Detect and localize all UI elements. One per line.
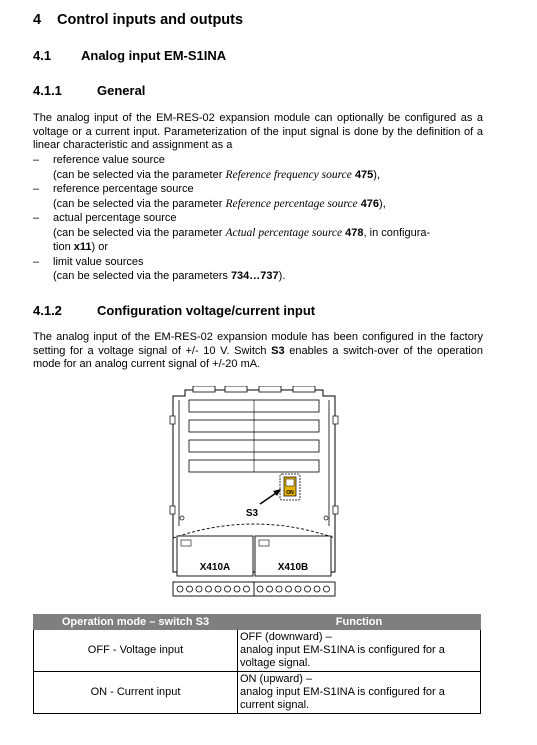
subsection-title: General [97,83,146,98]
list-item-title: actual percentage source [53,212,177,224]
config-paragraph: The analog input of the EM-RES-02 expansion module has been configured in the factory setting for a voltage signal of +/- 10 V. Switch S3 enables a switch-over of the operation mode for an analog current signal of +/-20 mA. [33,331,483,370]
table-header-function: Function [238,615,481,630]
list-item: – reference percentage source (can be selected via the parameter Reference percentage source 476), [33,182,483,211]
terminal-screw [324,586,330,592]
table-cell-mode: OFF - Voltage input [34,630,238,672]
switch-name: S3 [271,344,285,357]
chapter-heading [33,12,243,28]
table-header-mode: Operation mode – switch S3 [34,615,238,630]
list-item: – reference value source (can be selected via the parameter Reference frequency source 475), [33,153,483,182]
terminal-screw [187,586,193,592]
connector-x410b-label: X410B [277,562,309,573]
connector-x410a-label: X410A [199,562,231,573]
list-item-detail: (can be selected via the parameter Reference frequency source 475), [53,168,381,181]
housing-tab [293,386,315,392]
housing-tab [225,386,247,392]
terminal-screw [305,586,311,592]
subsection-number: 4.1.2 [33,303,62,318]
terminal-screw [196,586,202,592]
chapter-number: 4 [33,12,42,28]
general-paragraph: The analog input of the EM-RES-02 expansion module can optionally be configured as a voltage or a current input. Parameterization of the input signal is done by the definition of a linear characteristic and assignment as a [33,112,483,151]
terminal-screw [234,586,240,592]
side-notch [170,506,175,514]
side-notch [333,416,338,424]
terminal-screw [215,586,221,592]
terminal-screw [276,586,282,592]
section-heading-4-1 [33,48,226,63]
subsection-heading-4-1-1 [33,83,145,98]
list-item: – actual percentage source (can be selected via the parameter Actual percentage source 478, in configura- tion x11) or [33,211,483,255]
list-item-detail: (can be selected via the parameter Reference percentage source 476), [53,197,386,210]
terminal-screw [286,586,292,592]
terminal-screw [225,586,231,592]
side-notch [333,506,338,514]
table-row [34,672,481,714]
chapter-title: Control inputs and outputs [57,12,244,28]
subsection-title: Configuration voltage/current input [97,303,316,318]
list-item-detail: (can be selected via the parameter Actual percentage source 478, in configura- [53,226,431,239]
table-cell-function: OFF (downward) – analog input EM-S1INA is configured for a voltage signal. [238,630,481,672]
table-row [34,630,481,672]
section-title: Analog input EM-S1INA [81,48,227,63]
terminal-screw [206,586,212,592]
list-item-detail: (can be selected via the parameters 734…737). [53,270,286,282]
table-cell-function: ON (upward) – analog input EM-S1INA is configured for a current signal. [238,672,481,714]
list-item: – limit value sources (can be selected via the parameters 734…737). [33,255,483,284]
switch-state-label: ON [286,490,294,496]
housing-tab [259,386,281,392]
switch-label: S3 [245,508,259,519]
side-notch [170,416,175,424]
terminal-screw [295,586,301,592]
section-number: 4.1 [33,48,52,63]
list-item-title: limit value sources [53,255,144,268]
terminal-screw [257,586,263,592]
list-item-title: reference percentage source [53,183,194,195]
operation-mode-table [33,614,481,714]
list-item-title: reference value source [53,154,165,166]
subsection-number: 4.1.1 [33,83,62,98]
terminal-screw [267,586,273,592]
list-item-detail-line2: tion x11) or [53,241,109,253]
source-list [33,153,483,284]
terminal-screw [177,586,183,592]
subsection-heading-4-1-2 [33,303,315,318]
terminal-screw [314,586,320,592]
table-cell-mode: ON - Current input [34,672,238,714]
terminal-screw [244,586,250,592]
module-diagram [167,386,341,604]
housing-tab [193,386,215,392]
